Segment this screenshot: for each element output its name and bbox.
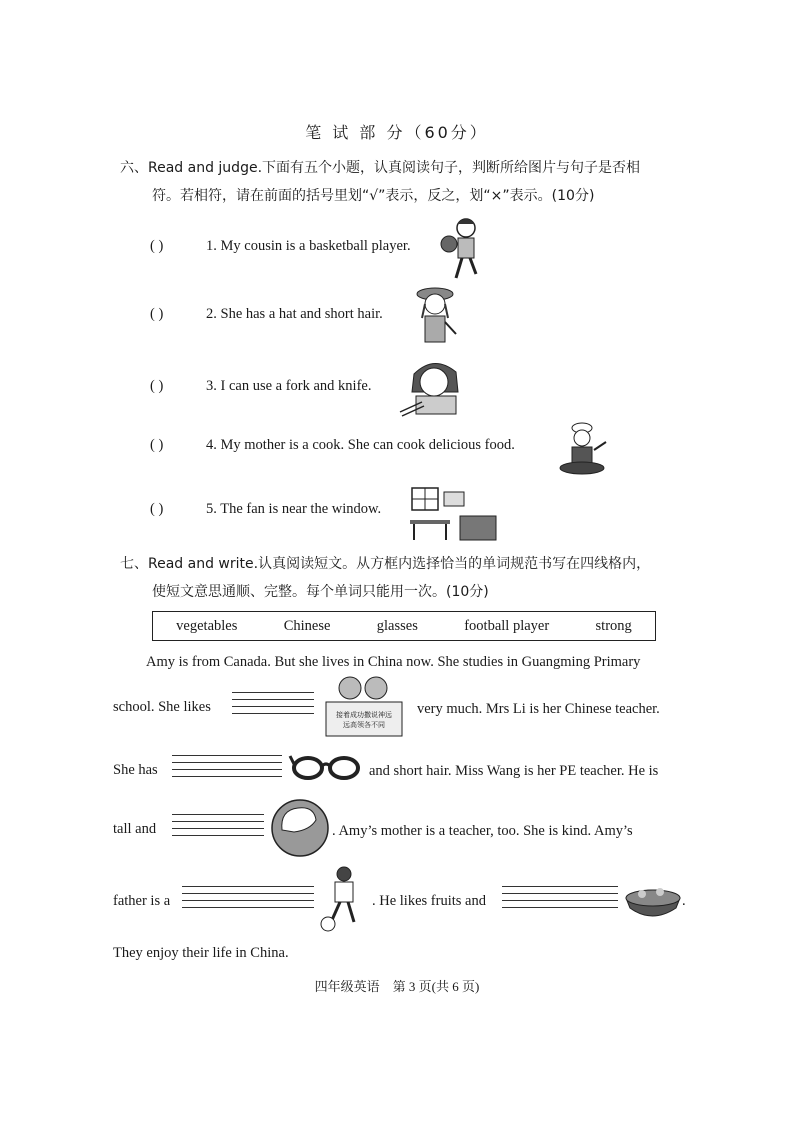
answer-paren[interactable]: ( ) [150, 306, 164, 322]
passage-line-5b: . He likes fruits and [372, 893, 486, 909]
judge-item-5 [150, 501, 381, 518]
judge-text: 4. My mother is a cook. She can cook delicious food. [206, 437, 515, 453]
answer-lines-1[interactable] [232, 692, 314, 720]
answer-paren[interactable]: ( ) [150, 501, 164, 517]
judge-text: 1. My cousin is a basketball player. [206, 238, 411, 254]
answer-paren[interactable]: ( ) [150, 437, 164, 453]
passage-line-1: Amy is from Canada. But she lives in China now. She studies in Guangming Primary [146, 654, 641, 670]
section7-heading [120, 550, 720, 606]
cook-icon [556, 420, 612, 480]
judge-text: 3. I can use a fork and knife. [206, 378, 372, 394]
glasses-icon [288, 748, 364, 784]
section7-heading-line2: 使短文意思通顺、完整。每个单词只能用一次。(10分) [152, 584, 489, 600]
girl-with-hat-icon [410, 284, 460, 352]
word-option: Chinese [283, 617, 331, 634]
passage-line-2b: very much. Mrs Li is her Chinese teacher. [417, 701, 660, 717]
word-option: vegetables [176, 617, 238, 634]
room-window-icon [408, 486, 498, 544]
passage-line-5a: father is a [113, 893, 171, 909]
word-option: glasses [376, 617, 418, 634]
passage-line-4a: tall and [113, 821, 157, 837]
page-title: 笔 试 部 分（60分） [305, 123, 489, 142]
answer-lines-5[interactable] [502, 886, 618, 914]
passage-line-6: They enjoy their life in China. [113, 945, 289, 961]
passage-line-4b: . Amy’s mother is a teacher, too. She is kind. Amy’s [332, 823, 633, 839]
period-mark: . [682, 893, 686, 909]
section6-heading-line2: 符。若相符，请在前面的括号里划“√”表示，反之，划“×”表示。(10分) [152, 188, 595, 204]
page-footer: 四年级英语 第 3 页(共 6 页) [314, 979, 480, 994]
section6-heading-line1: 六、Read and judge.下面有五个小题，认真阅读句子，判断所给图片与句子是否相 [120, 160, 641, 176]
girl-with-chopsticks-icon [396, 356, 472, 418]
word-option: football player [464, 617, 550, 634]
judge-text: 2. She has a hat and short hair. [206, 306, 383, 322]
answer-lines-4[interactable] [182, 886, 314, 914]
answer-lines-2[interactable] [172, 755, 282, 783]
word-option: strong [595, 617, 632, 634]
answer-paren[interactable]: ( ) [150, 378, 164, 394]
board-text: 接着成功撒说神远远高领各不同 [336, 711, 392, 729]
judge-item-4 [150, 437, 515, 454]
section7-heading-line1: 七、Read and write.认真阅读短文。从方框内选择恰当的单词规范书写在四线格内， [120, 556, 651, 572]
judge-text: 5. The fan is near the window. [206, 501, 382, 517]
word-bank [152, 611, 656, 641]
answer-lines-3[interactable] [172, 814, 264, 842]
basketball-player-icon [438, 214, 488, 284]
football-player-icon [318, 864, 368, 934]
passage-line-3b: and short hair. Miss Wang is her PE teacher. He is [369, 763, 659, 779]
judge-item-3 [150, 378, 371, 395]
answer-paren[interactable]: ( ) [150, 238, 164, 254]
vegetables-bowl-icon [622, 878, 684, 926]
passage-line-2a: school. She likes [113, 699, 211, 715]
section6-heading [120, 154, 720, 210]
strong-arm-icon [270, 796, 330, 860]
judge-item-1 [150, 238, 411, 255]
passage-line-3a: She has [113, 762, 158, 778]
students-board-icon [320, 672, 408, 742]
judge-item-2 [150, 306, 383, 323]
